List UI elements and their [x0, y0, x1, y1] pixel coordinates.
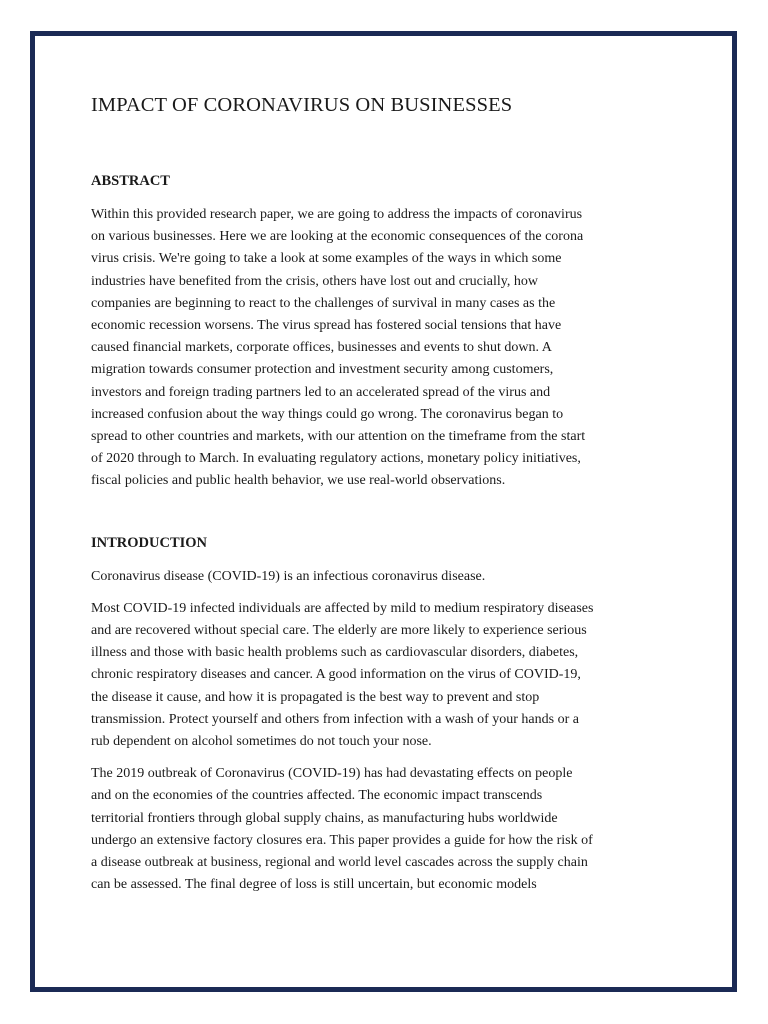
introduction-section — [91, 535, 691, 897]
text-line: on various businesses. Here we are looking at the economic consequences of the corona — [91, 229, 584, 245]
text-line: companies are beginning to react to the challenges of survival in many cases as the — [91, 295, 556, 311]
text-line: increased confusion about the way things could go wrong. The coronavirus began to — [91, 406, 564, 422]
abstract-section — [91, 173, 691, 493]
text-line: of 2020 through to March. In evaluating regulatory actions, monetary policy initiatives, — [91, 451, 581, 467]
text-line: rub dependent on alcohol sometimes do not touch your nose. — [91, 734, 432, 750]
text-line: industries have benefited from the crisis, others have lost out and crucially, how — [91, 273, 538, 289]
text-line: chronic respiratory diseases and cancer. A good information on the virus of COVID-19, — [91, 667, 581, 683]
document-title: IMPACT OF CORONAVIRUS ON BUSINESSES — [91, 94, 513, 116]
text-line: and on the economies of the countries affected. The economic impact transcends — [91, 788, 543, 804]
text-line: caused financial markets, corporate offices, businesses and events to shut down. A — [91, 340, 552, 356]
intro-paragraph-2 — [91, 598, 691, 753]
text-line: The 2019 outbreak of Coronavirus (COVID-19) has had devastating effects on people — [91, 766, 573, 782]
section-heading-abstract: ABSTRACT — [91, 173, 170, 189]
text-line: illness and those with basic health problems such as cardiovascular disorders, diabetes, — [91, 645, 579, 661]
text-line: virus crisis. We're going to take a look at some examples of the ways in which some — [91, 251, 562, 267]
section-heading-introduction: INTRODUCTION — [91, 534, 208, 551]
text-line: Within this provided research paper, we are going to address the impacts of coronavirus — [91, 207, 583, 222]
abstract-paragraph — [91, 204, 691, 493]
text-line: territorial frontiers through global supply chains, as manufacturing hubs worldwide — [91, 810, 558, 826]
text-line: transmission. Protect yourself and others from infection with a wash of your hands or a — [91, 711, 579, 727]
text-line: Coronavirus disease (COVID-19) is an infectious coronavirus disease. — [91, 568, 486, 584]
document-body — [91, 94, 691, 906]
text-line: spread to other countries and markets, with our attention on the timeframe from the start — [91, 429, 586, 445]
text-line: the disease it cause, and how it is propagated is the best way to prevent and stop — [91, 689, 540, 705]
text-line: and are recovered without special care. The elderly are more likely to experience serious — [91, 623, 587, 639]
text-line: migration towards consumer protection and investment security among customers, — [91, 362, 554, 378]
text-line: investors and foreign trading partners led to an accelerated spread of the virus and — [91, 384, 551, 400]
text-line: Most COVID-19 infected individuals are affected by mild to medium respiratory diseases — [91, 600, 594, 616]
intro-paragraph-1 — [91, 566, 691, 588]
text-line: economic recession worsens. The virus spread has fostered social tensions that have — [91, 318, 562, 334]
text-line: a disease outbreak at business, regional and world level cascades across the supply chain — [91, 855, 588, 871]
text-line: undergo an extensive factory closures era. This paper provides a guide for how the risk of — [91, 832, 593, 848]
text-line: fiscal policies and public health behavior, we use real-world observations. — [91, 473, 506, 489]
intro-paragraph-3 — [91, 763, 691, 896]
page-frame — [30, 31, 737, 992]
text-line: can be assessed. The final degree of loss is still uncertain, but economic models — [91, 877, 537, 893]
